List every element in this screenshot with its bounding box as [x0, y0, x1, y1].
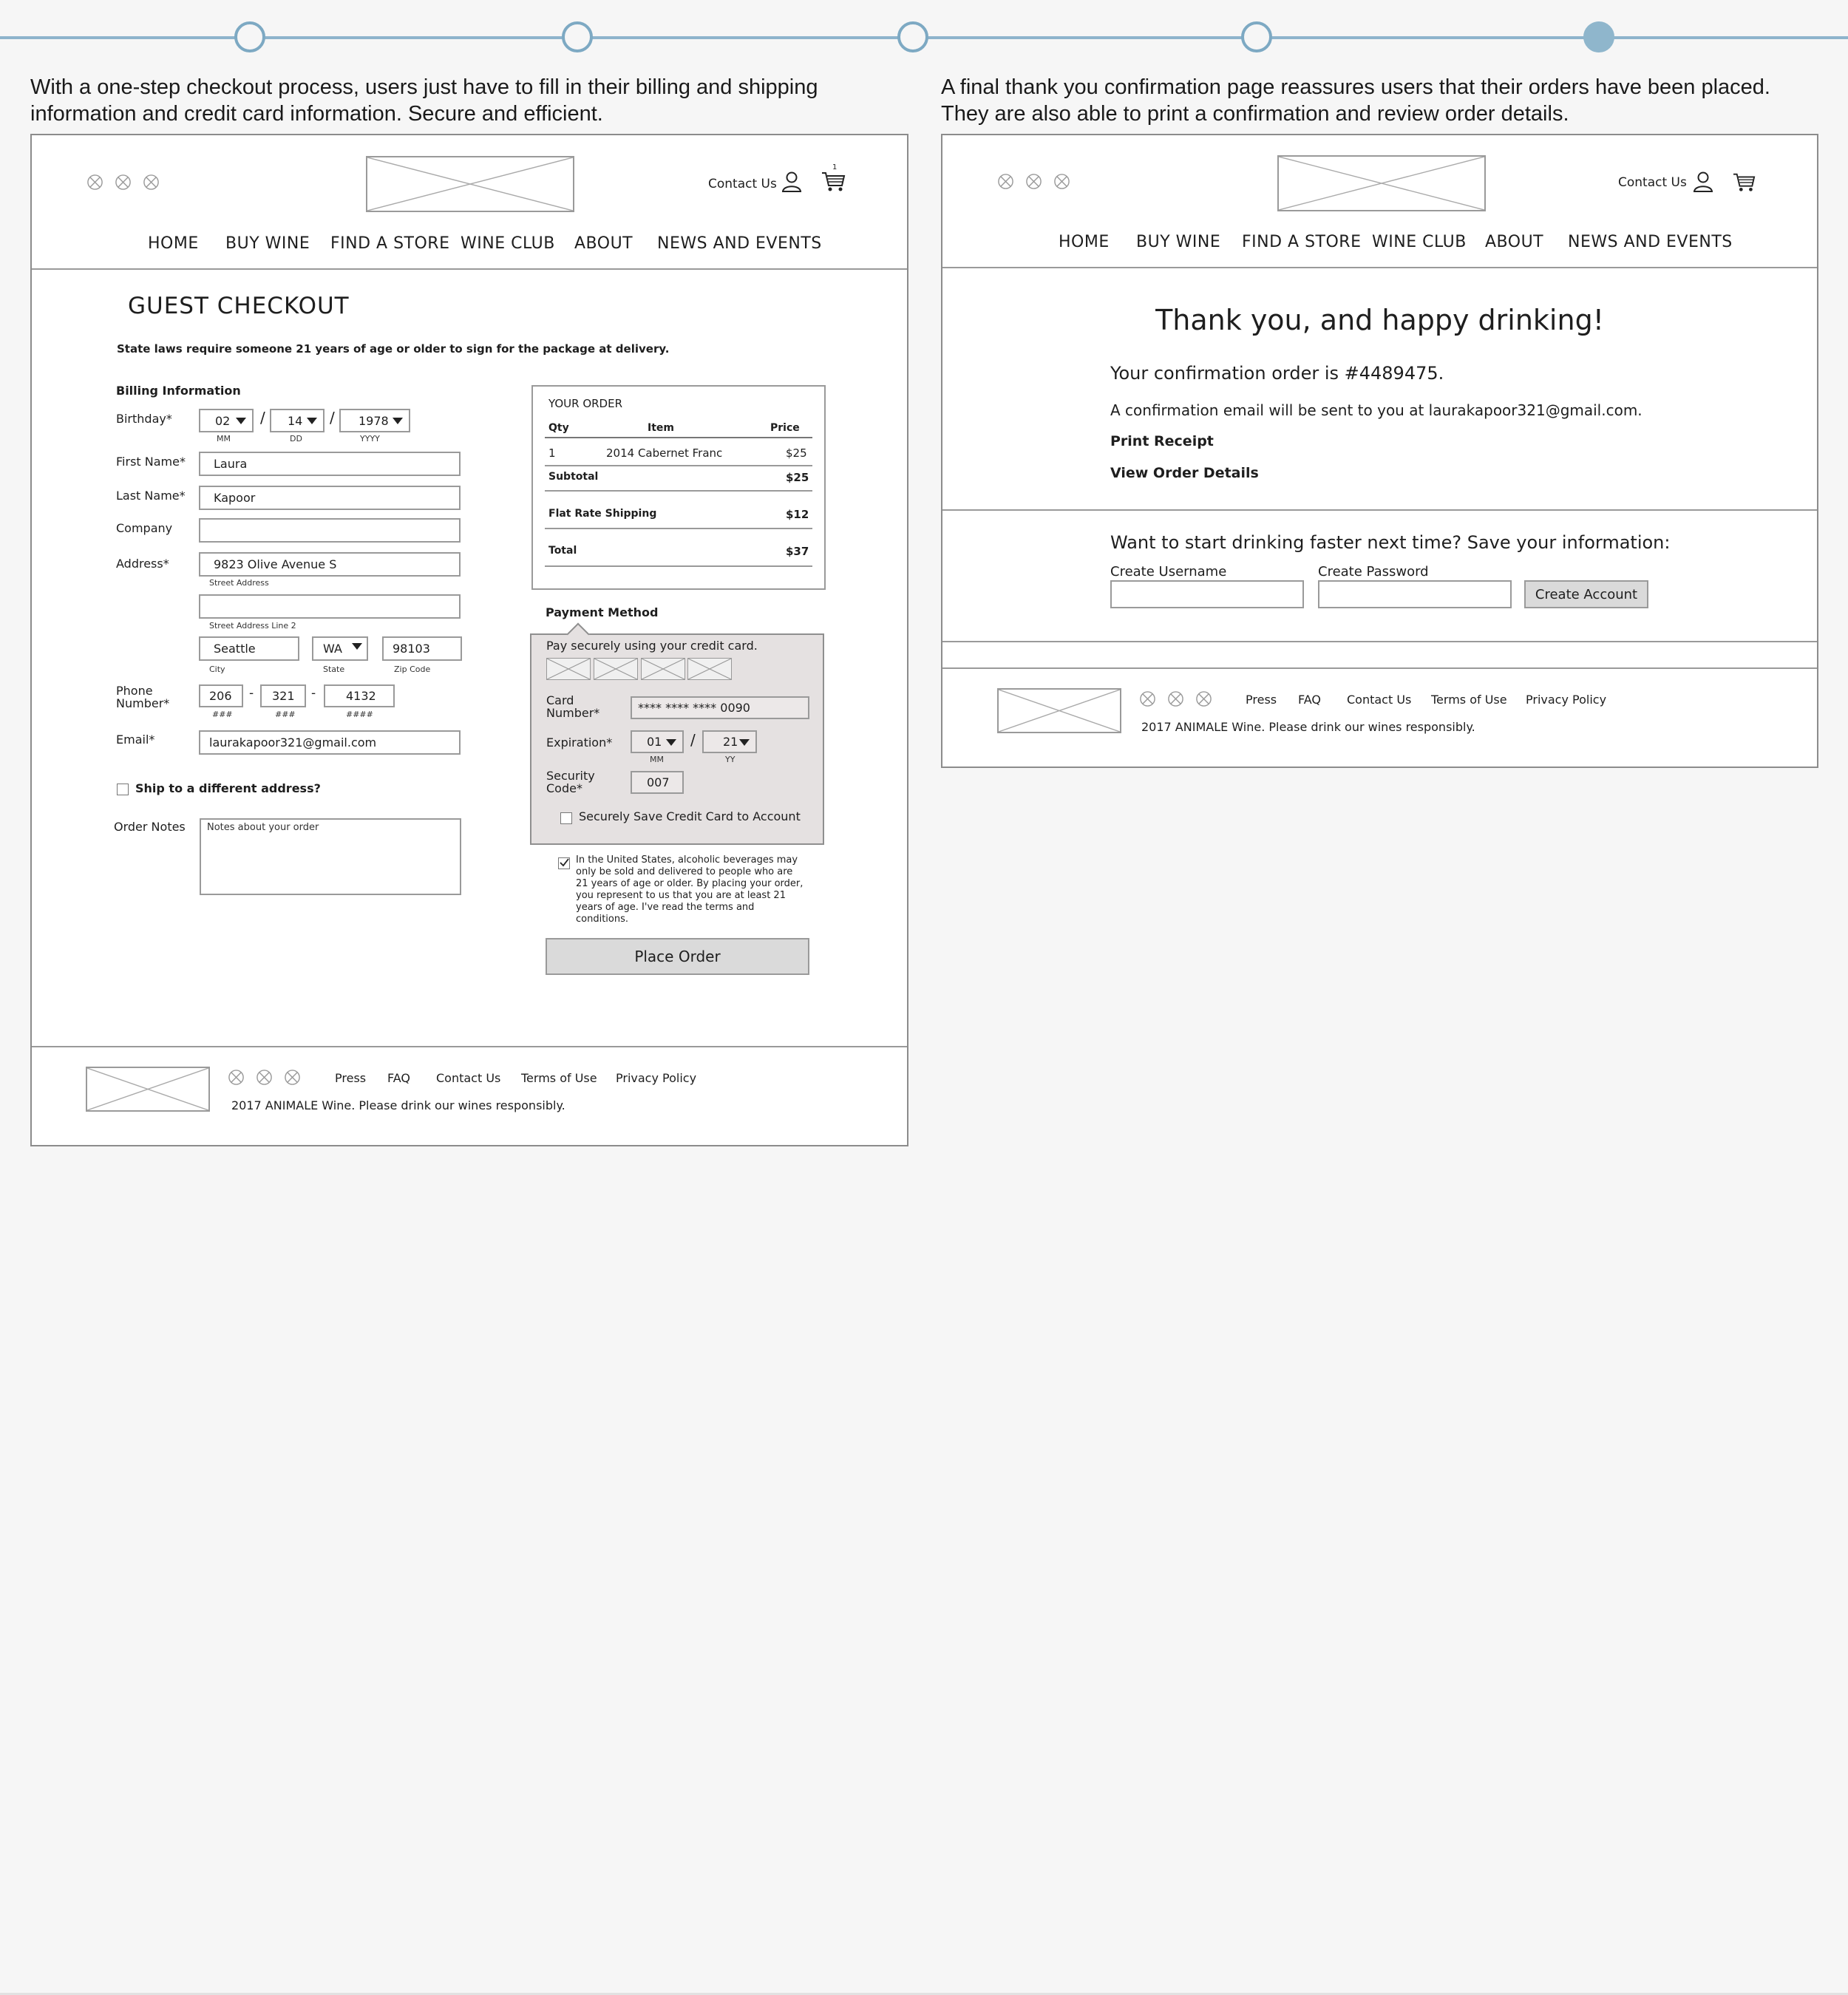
ship-different-checkbox[interactable]: [117, 784, 129, 795]
expiration-month-select[interactable]: [631, 730, 684, 753]
zip-code-input[interactable]: 98103: [382, 636, 462, 661]
order-divider: [545, 528, 812, 529]
cart-icon[interactable]: [1732, 171, 1757, 193]
social-icon-3[interactable]: [1053, 173, 1070, 190]
birthday-label: Birthday*: [116, 412, 172, 426]
address-label: Address*: [116, 557, 169, 571]
email-label: Email*: [116, 733, 155, 747]
billing-heading: Billing Information: [116, 384, 241, 398]
chevron-down-icon: [393, 418, 403, 424]
site-logo-placeholder[interactable]: [366, 156, 574, 212]
last-name-input[interactable]: Kapoor: [199, 486, 461, 510]
nav-home[interactable]: HOME: [1059, 233, 1110, 251]
footer-link-privacy-policy[interactable]: Privacy Policy: [616, 1071, 697, 1085]
nav-news-and-events[interactable]: NEWS AND EVENTS: [1568, 233, 1733, 251]
nav-about[interactable]: ABOUT: [1485, 233, 1544, 251]
card-number-input[interactable]: **** **** **** 0090: [631, 696, 809, 719]
legal-line: In the United States, alcoholic beverages may: [576, 854, 798, 866]
date-separator: /: [260, 409, 265, 426]
card-logo-4: [687, 658, 732, 680]
footer-social-icon-2[interactable]: [1167, 690, 1184, 707]
save-card-label[interactable]: Securely Save Credit Card to Account: [579, 809, 801, 823]
phone-label-line-2: Number*: [116, 696, 170, 710]
birthday-month-value: 02: [215, 413, 231, 428]
section-divider: [942, 641, 1817, 642]
timeline-step-2: [562, 21, 593, 52]
footer-social-icon-1[interactable]: [228, 1069, 245, 1086]
nav-news-and-events[interactable]: NEWS AND EVENTS: [657, 234, 822, 253]
place-order-button[interactable]: Place Order: [546, 938, 809, 975]
footer-copyright: 2017 ANIMALE Wine. Please drink our wines responsibly.: [231, 1098, 565, 1112]
social-icon-1[interactable]: [86, 174, 103, 191]
timeline-step-1: [234, 21, 265, 52]
footer-copyright: 2017 ANIMALE Wine. Please drink our wines responsibly.: [1141, 720, 1475, 734]
card-logo-3: [641, 658, 685, 680]
street-address-input[interactable]: 9823 Olive Avenue S: [199, 552, 461, 577]
birthday-year-select[interactable]: [339, 409, 410, 432]
order-notes-label: Order Notes: [114, 820, 186, 834]
cart-count: 1: [832, 163, 838, 171]
order-row-qty: 1: [548, 446, 556, 460]
phone-line-input[interactable]: 4132: [324, 684, 395, 707]
nav-find-a-store[interactable]: FIND A STORE: [330, 234, 450, 253]
social-icon-3[interactable]: [143, 174, 160, 191]
legal-line: conditions.: [576, 914, 629, 925]
phone-prefix-input[interactable]: 321: [260, 684, 306, 707]
card-number-label-line-1: Card: [546, 693, 574, 707]
order-row-item: 2014 Cabernet Franc: [606, 446, 723, 460]
payment-method-title: Payment Method: [546, 605, 659, 619]
nav-buy-wine[interactable]: BUY WINE: [1136, 233, 1221, 251]
legal-agreement-text: [576, 854, 820, 925]
footer-link-terms-of-use[interactable]: Terms of Use: [521, 1071, 597, 1085]
social-icon-1[interactable]: [997, 173, 1014, 190]
phone-label: [116, 684, 169, 710]
nav-about[interactable]: ABOUT: [574, 234, 633, 253]
security-code-label: [546, 769, 595, 795]
footer-link-contact-us[interactable]: Contact Us: [1347, 693, 1412, 707]
order-divider: [545, 490, 812, 492]
date-separator: /: [690, 731, 696, 749]
social-icon-2[interactable]: [115, 174, 132, 191]
pay-securely-text: Pay securely using your credit card.: [546, 639, 758, 653]
birthday-month-select[interactable]: [199, 409, 254, 432]
state-value: WA: [323, 642, 342, 656]
account-icon[interactable]: [781, 171, 803, 193]
email-input[interactable]: laurakapoor321@gmail.com: [199, 730, 461, 755]
footer-logo-placeholder: [997, 688, 1121, 733]
date-separator: /: [330, 409, 335, 426]
zip-code-hint: Zip Code: [394, 665, 431, 674]
page-title: GUEST CHECKOUT: [128, 293, 350, 319]
legal-line: 21 years of age or older. By placing your order,: [576, 878, 804, 889]
footer-social-icon-2[interactable]: [256, 1069, 273, 1086]
caption-right: A final thank you confirmation page reassures users that their orders have been placed. They are also able to print a confirmation and review order details.: [941, 75, 1770, 126]
birthday-mm-hint: MM: [217, 434, 231, 443]
contact-us-link[interactable]: Contact Us: [1618, 175, 1687, 190]
phone-line-hint: ####: [346, 710, 373, 719]
phone-separator: -: [311, 686, 316, 701]
footer-logo-placeholder: [86, 1067, 210, 1112]
chevron-down-icon: [666, 739, 676, 746]
order-summary-box: [531, 385, 826, 590]
state-select[interactable]: [312, 636, 368, 661]
footer-social-icon-3[interactable]: [1195, 690, 1212, 707]
expiration-year-value: 21: [723, 735, 738, 749]
expiration-year-select[interactable]: [702, 730, 757, 753]
card-logo-2: [594, 658, 638, 680]
expiration-label: Expiration*: [546, 735, 613, 750]
chevron-down-icon: [739, 739, 750, 746]
timeline-step-4: [1241, 21, 1272, 52]
col-qty: Qty: [548, 422, 569, 434]
birthday-yyyy-hint: YYYY: [360, 434, 380, 443]
nav-wine-club[interactable]: WINE CLUB: [461, 234, 555, 253]
order-divider: [545, 437, 812, 438]
create-account-button[interactable]: Create Account: [1524, 580, 1648, 608]
footer-divider: [32, 1046, 907, 1047]
street-address-line2-hint: Street Address Line 2: [209, 621, 296, 631]
header-divider: [942, 267, 1817, 268]
footer-link-faq[interactable]: FAQ: [387, 1071, 410, 1085]
nav-buy-wine[interactable]: BUY WINE: [225, 234, 310, 253]
col-item: Item: [648, 422, 674, 434]
expiration-mm-hint: MM: [650, 755, 664, 764]
site-logo-placeholder[interactable]: [1277, 155, 1486, 211]
legal-line: only be sold and delivered to people who are: [576, 866, 793, 877]
order-row-price: $25: [786, 446, 807, 460]
account-icon[interactable]: [1692, 171, 1714, 193]
timeline-step-5-active: [1583, 21, 1614, 52]
save-info-heading: Want to start drinking faster next time? Save your information:: [1110, 532, 1671, 553]
chevron-down-icon: [236, 418, 246, 424]
confirmation-order-number: Your confirmation order is #4489475.: [1110, 363, 1444, 384]
order-notes-textarea[interactable]: Notes about your order: [200, 818, 461, 895]
birthday-dd-hint: DD: [290, 434, 302, 443]
phone-prefix-hint: ###: [275, 710, 296, 719]
security-code-label-line-1: Security: [546, 769, 595, 783]
phone-label-line-1: Phone: [116, 684, 153, 698]
create-username-input[interactable]: [1110, 580, 1304, 608]
nav-find-a-store[interactable]: FIND A STORE: [1242, 233, 1362, 251]
phone-area-code-input[interactable]: 206: [199, 684, 243, 707]
contact-us-link[interactable]: Contact Us: [708, 177, 777, 191]
footer-social-icon-1[interactable]: [1139, 690, 1156, 707]
checkout-page-panel: [30, 134, 908, 1146]
print-receipt-link[interactable]: Print Receipt: [1110, 433, 1214, 449]
street-address-line2-input[interactable]: [199, 594, 461, 619]
section-divider: [942, 509, 1817, 511]
footer-link-privacy-policy[interactable]: Privacy Policy: [1526, 693, 1607, 707]
checkmark-icon: [560, 858, 569, 868]
chevron-down-icon: [307, 418, 317, 424]
cart-icon[interactable]: [821, 169, 846, 193]
legal-line: you represent to us that you are at least 21: [576, 890, 786, 901]
confirmation-email-text: A confirmation email will be sent to you at laurakapoor321@gmail.com.: [1110, 401, 1643, 419]
street-address-hint: Street Address: [209, 578, 269, 588]
nav-home[interactable]: HOME: [148, 234, 199, 253]
timeline-step-3: [897, 21, 928, 52]
header-divider: [32, 268, 907, 270]
birthday-day-value: 14: [288, 413, 303, 428]
social-icon-2[interactable]: [1025, 173, 1042, 190]
expiration-yy-hint: YY: [725, 755, 736, 764]
caption-left: With a one-step checkout process, users just have to fill in their billing and shipping information and credit card information. Secure and efficient.: [30, 75, 818, 126]
security-code-label-line-2: Code*: [546, 781, 582, 795]
footer-link-contact-us[interactable]: Contact Us: [436, 1071, 501, 1085]
footer-divider: [942, 667, 1817, 669]
card-number-label-line-2: Number*: [546, 706, 600, 720]
view-order-details-link[interactable]: View Order Details: [1110, 465, 1259, 481]
city-hint: City: [209, 665, 225, 674]
birthday-year-value: 1978: [359, 413, 389, 428]
state-hint: State: [323, 665, 345, 674]
company-label: Company: [116, 521, 173, 535]
chevron-down-icon: [352, 643, 362, 650]
phone-separator: -: [249, 686, 254, 701]
col-price: Price: [770, 422, 800, 434]
first-name-label: First Name*: [116, 455, 186, 469]
payment-panel: [530, 633, 824, 845]
last-name-label: Last Name*: [116, 489, 186, 503]
create-password-label: Create Password: [1318, 564, 1429, 580]
total-value: $37: [786, 545, 809, 558]
confirmation-page-panel: [941, 134, 1818, 768]
expiration-month-value: 01: [647, 735, 662, 749]
company-input[interactable]: [199, 518, 461, 543]
card-number-label: [546, 694, 599, 719]
legal-agreement-checkbox[interactable]: [558, 857, 570, 869]
birthday-day-select[interactable]: [270, 409, 325, 432]
city-input[interactable]: Seattle: [199, 636, 299, 661]
thank-you-headline: Thank you, and happy drinking!: [1155, 304, 1604, 336]
footer-link-terms-of-use[interactable]: Terms of Use: [1431, 693, 1507, 707]
footer-link-faq[interactable]: FAQ: [1298, 693, 1321, 707]
footer-social-icon-3[interactable]: [284, 1069, 301, 1086]
nav-wine-club[interactable]: WINE CLUB: [1372, 233, 1467, 251]
total-label: Total: [548, 545, 577, 557]
phone-area-hint: ###: [212, 710, 233, 719]
age-notice: State laws require someone 21 years of age or older to sign for the package at delivery.: [117, 342, 670, 356]
subtotal-value: $25: [786, 471, 809, 484]
footer-link-press[interactable]: Press: [1246, 693, 1277, 707]
shipping-label: Flat Rate Shipping: [548, 508, 657, 520]
order-divider: [545, 465, 812, 466]
security-code-input[interactable]: 007: [631, 771, 684, 794]
first-name-input[interactable]: Laura: [199, 452, 461, 476]
footer-link-press[interactable]: Press: [335, 1071, 367, 1085]
order-summary-title: YOUR ORDER: [548, 397, 622, 410]
create-password-input[interactable]: [1318, 580, 1512, 608]
order-divider: [545, 565, 812, 567]
shipping-value: $12: [786, 508, 809, 521]
subtotal-label: Subtotal: [548, 471, 599, 483]
card-logo-1: [546, 658, 591, 680]
ship-different-label[interactable]: Ship to a different address?: [135, 781, 321, 795]
save-card-checkbox[interactable]: [560, 812, 572, 824]
legal-line: years of age. I've read the terms and: [576, 902, 755, 913]
create-username-label: Create Username: [1110, 564, 1227, 580]
